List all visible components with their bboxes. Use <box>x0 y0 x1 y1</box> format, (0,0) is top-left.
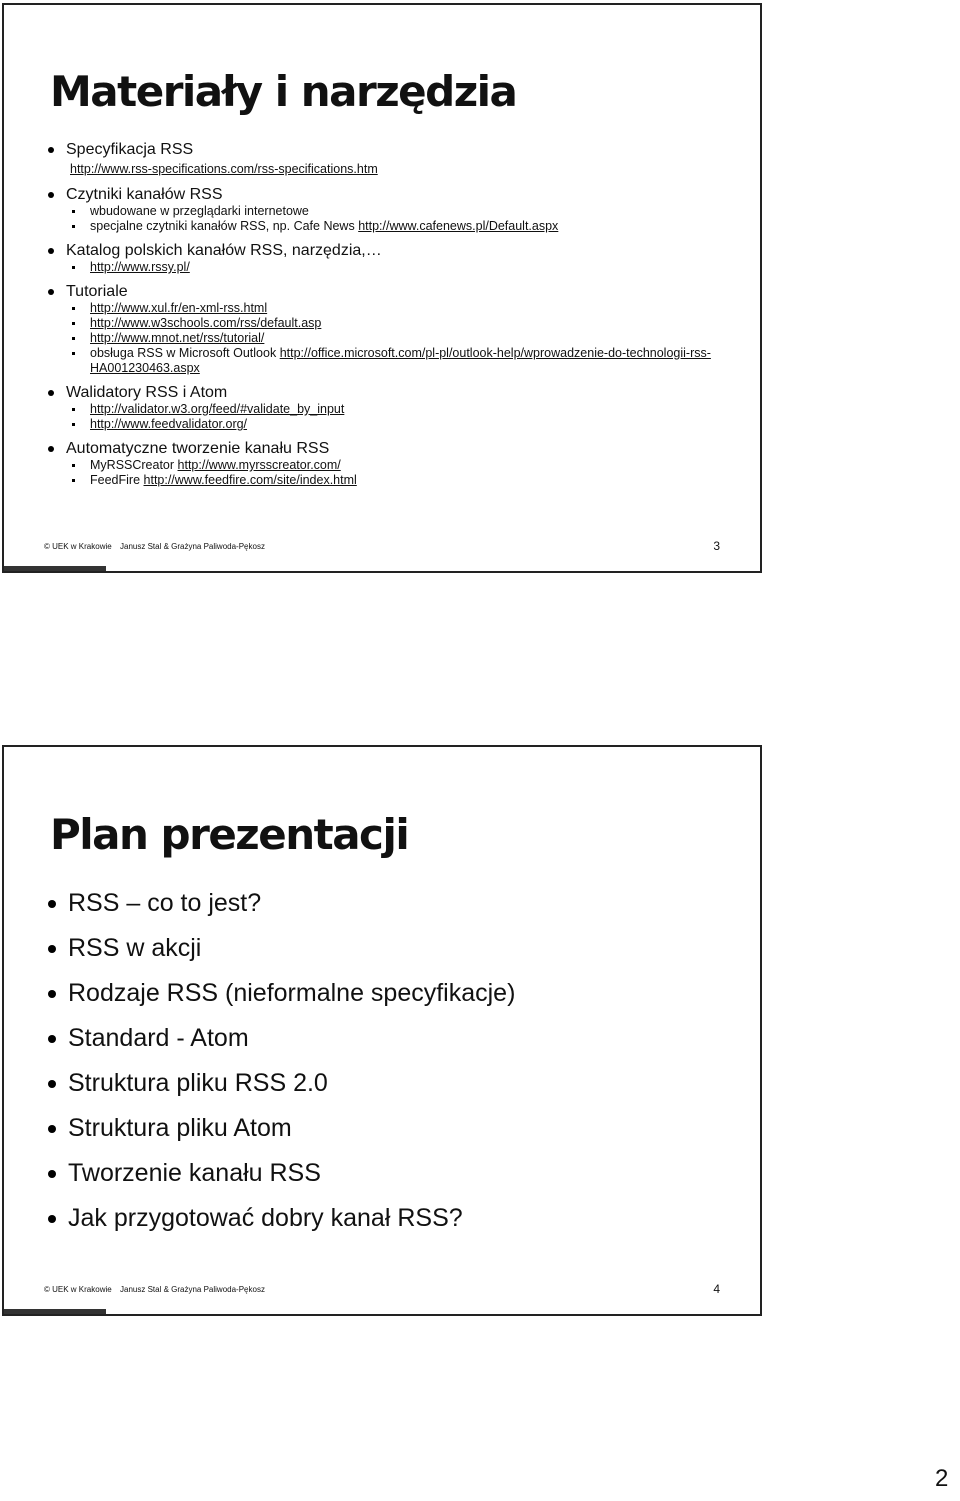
sub-item-text: obsługa RSS w Microsoft Outlook <box>90 346 277 360</box>
sub-item <box>66 316 744 331</box>
feedvalidator-link[interactable]: http://www.feedvalidator.org/ <box>90 417 248 431</box>
footer-authors: Janusz Stal & Grażyna Paliwoda-Pękosz <box>120 542 265 551</box>
w3-validator-link[interactable]: http://validator.w3.org/feed/#validate_by_input <box>90 402 345 416</box>
slide-footer <box>4 1284 760 1314</box>
item-label: Czytniki kanałów RSS <box>66 186 223 203</box>
list-item-catalog <box>44 241 744 275</box>
mnot-link[interactable]: http://www.mnot.net/rss/tutorial/ <box>90 331 265 345</box>
cafenews-link[interactable]: http://www.cafenews.pl/Default.aspx <box>358 219 559 233</box>
slide-title: Materiały i narzędzia <box>50 67 517 116</box>
list-item: RSS – co to jest? <box>44 881 744 926</box>
sub-item <box>66 301 744 316</box>
footer-accent-bar <box>4 566 106 571</box>
myrsscreator-link[interactable]: http://www.myrsscreator.com/ <box>177 458 341 472</box>
list-item: Struktura pliku RSS 2.0 <box>44 1061 744 1106</box>
slide-number: 4 <box>713 1282 720 1296</box>
sub-item <box>66 331 744 346</box>
rssy-link[interactable]: http://www.rssy.pl/ <box>90 260 190 274</box>
list-item: RSS w akcji <box>44 926 744 971</box>
slide-number: 3 <box>713 539 720 553</box>
sub-item <box>66 402 744 417</box>
slide-4 <box>2 745 762 1316</box>
sub-item <box>66 417 744 432</box>
footer-copyright: © UEK w Krakowie <box>44 1285 112 1294</box>
list-item: Rodzaje RSS (nieformalne specyfikacje) <box>44 971 744 1016</box>
list-item-validators <box>44 383 744 432</box>
sub-list <box>66 402 744 432</box>
slide-footer <box>4 541 760 571</box>
list-item: Standard - Atom <box>44 1016 744 1061</box>
sub-item: wbudowane w przeglądarki internetowe <box>66 204 744 219</box>
agenda-list <box>44 881 744 1241</box>
item-label: Specyfikacja RSS <box>66 141 194 158</box>
item-label: Tutoriale <box>66 283 128 300</box>
list-item-tutorials <box>44 282 744 376</box>
office-link[interactable]: http://office.microsoft.com/pl-pl/outlook-help/wprowadzenie-do-technologii-rss-HA001230463.aspx <box>90 346 711 375</box>
list-item: Jak przygotować dobry kanał RSS? <box>44 1196 744 1241</box>
sub-list <box>66 260 744 275</box>
page-number: 2 <box>935 1465 949 1492</box>
list-item: Struktura pliku Atom <box>44 1106 744 1151</box>
slide-3 <box>2 3 762 573</box>
sub-item-text: FeedFire <box>90 473 141 487</box>
sub-item <box>66 260 744 275</box>
footer-authors: Janusz Stal & Grażyna Paliwoda-Pękosz <box>120 1285 265 1294</box>
list-item-rss-spec <box>44 140 744 178</box>
sub-item <box>66 458 744 473</box>
item-label: Walidatory RSS i Atom <box>66 384 228 401</box>
xul-link[interactable]: http://www.xul.fr/en-xml-rss.html <box>90 301 268 315</box>
sub-item <box>66 473 744 488</box>
list-item: Tworzenie kanału RSS <box>44 1151 744 1196</box>
sub-item-text: MyRSSCreator <box>90 458 175 472</box>
footer-accent-bar <box>4 1309 106 1314</box>
item-label: Automatyczne tworzenie kanału RSS <box>66 440 330 457</box>
sub-item-text: specjalne czytniki kanałów RSS, np. Cafe News <box>90 219 355 233</box>
feedfire-link[interactable]: http://www.feedfire.com/site/index.html <box>143 473 357 487</box>
footer-copyright: © UEK w Krakowie <box>44 542 112 551</box>
sub-list <box>66 204 744 234</box>
w3schools-link[interactable]: http://www.w3schools.com/rss/default.asp <box>90 316 322 330</box>
sub-list <box>66 301 744 376</box>
slide-title: Plan prezentacji <box>50 810 409 859</box>
list-item-auto-feed <box>44 439 744 488</box>
sub-list <box>66 458 744 488</box>
item-label: Katalog polskich kanałów RSS, narzędzia,… <box>66 242 382 259</box>
list-item-rss-readers <box>44 185 744 234</box>
rss-spec-link[interactable]: http://www.rss-specifications.com/rss-specifications.htm <box>70 162 378 176</box>
materials-list <box>44 140 744 488</box>
sub-item <box>66 219 744 234</box>
sub-item <box>66 346 744 376</box>
